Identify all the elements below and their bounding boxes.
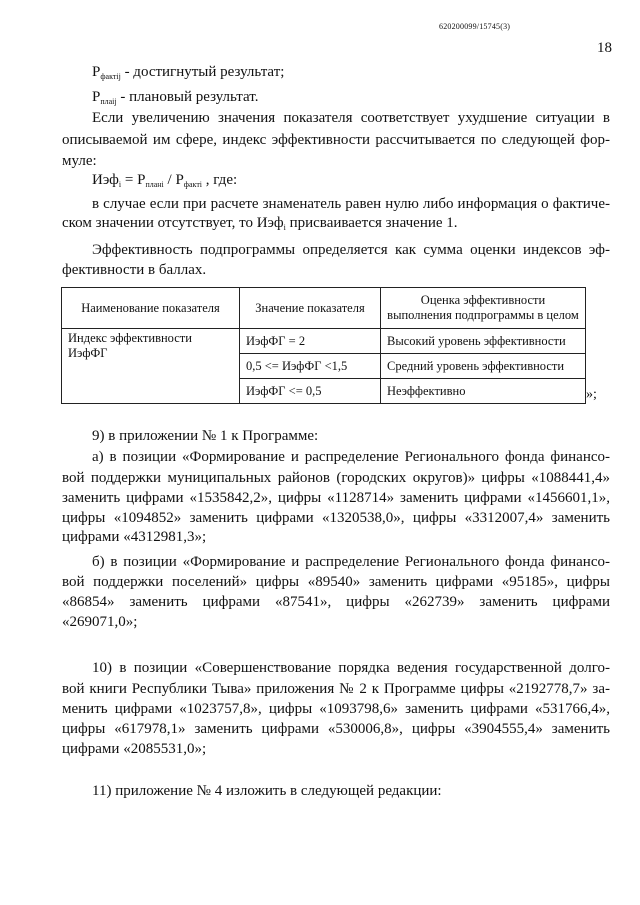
def-actual-result: $P_{фактij}$ - достигнутый результат; — [92, 64, 285, 81]
formula: $Иэф_i = Р_{планi} / Р_{фактi}$ , где: — [92, 172, 238, 189]
table-header-cell: Значение показателя — [240, 288, 381, 329]
paragraph-line: а) в позиции «Формирование и распределение Регионального фонда финансо- — [92, 449, 610, 465]
table-header-cell: Наименование показателя — [62, 288, 240, 329]
paragraph-line: в случае если при расчете знаменатель равен нулю либо информация о фактиче- — [92, 196, 610, 212]
def-planned-result: $P_{плаij}$ - плановый результат. — [92, 89, 259, 106]
table-header-row — [62, 288, 586, 329]
efficiency-table — [61, 287, 586, 404]
table-header-cell: Оценка эффективности выполнения подпрограммы в целом — [381, 288, 586, 329]
paragraph-line: фективности в баллах. — [62, 262, 207, 278]
paragraph-line: муле: — [62, 153, 97, 169]
paragraph-line: заменить цифрами «1535842,2», цифры «1128714» заменить цифрами «1456601,1», — [62, 490, 610, 506]
paragraph-line: вой книги Республики Тыва» приложения № 2 к Программе цифры «2192778,7» за- — [62, 681, 610, 697]
paragraph-line: 10) в позиции «Совершенствование порядка ведения государственной долго- — [92, 660, 610, 676]
paragraph-line: вой поддержки муниципальных районов (городских округов)» цифры «1088441,4» — [62, 470, 610, 486]
table-cell: Неэффективно — [381, 379, 586, 404]
paragraph-line: вой поддержки поселений» цифры «89540» заменить цифрами «95185», цифры — [62, 574, 610, 590]
document-id: 620200099/15745(3) — [439, 22, 511, 31]
item-heading: 9) в приложении № 1 к Программе: — [92, 428, 319, 444]
paragraph-line: цифры «1094852» заменить цифрами «1320538,0», цифры «3312007,4» заменить — [62, 510, 610, 526]
table-cell: Средний уровень эффективности — [381, 354, 586, 379]
table-cell: ИэфФГ <= 0,5 — [240, 379, 381, 404]
paragraph-line: б) в позиции «Формирование и распределение Регионального фонда финансо- — [92, 554, 610, 570]
paragraph-line: менить цифрами «1023757,8», цифры «1093798,6» заменить цифрами «531766,4», — [62, 701, 610, 717]
table-cell: ИэфФГ = 2 — [240, 329, 381, 354]
paragraph-line: Если увеличению значения показателя соответствует ухудшение ситуации в — [92, 110, 610, 126]
item-heading: 11) приложение № 4 изложить в следующей редакции: — [92, 783, 442, 799]
paragraph-line: Эффективность подпрограммы определяется как сумма оценки индексов эф- — [92, 242, 610, 258]
table-row — [62, 329, 586, 354]
table-cell-indicator: Индекс эффективности ИэфФГ — [62, 329, 240, 404]
paragraph-line: ском значении отсутствует, то Иэф$_i$ присваивается значение 1. — [62, 215, 458, 232]
paragraph-line: цифрами «4312981,3»; — [62, 529, 207, 545]
paragraph-line: цифры «617978,1» заменить цифрами «530006,8», цифры «3904555,4» заменить — [62, 721, 610, 737]
paragraph-line: цифрами «2085531,0»; — [62, 741, 207, 757]
paragraph-line: описываемой им сфере, индекс эффективности рассчитывается по следующей фор- — [62, 132, 610, 148]
table-cell: 0,5 <= ИэфФГ <1,5 — [240, 354, 381, 379]
page-number: 18 — [597, 40, 612, 56]
paragraph-line: «86854» заменить цифрами «87541», цифры «262739» заменить цифрами — [62, 594, 610, 610]
paragraph-line: «269071,0»; — [62, 614, 138, 630]
table-closing-quote: »; — [586, 387, 597, 402]
table-cell: Высокий уровень эффективности — [381, 329, 586, 354]
